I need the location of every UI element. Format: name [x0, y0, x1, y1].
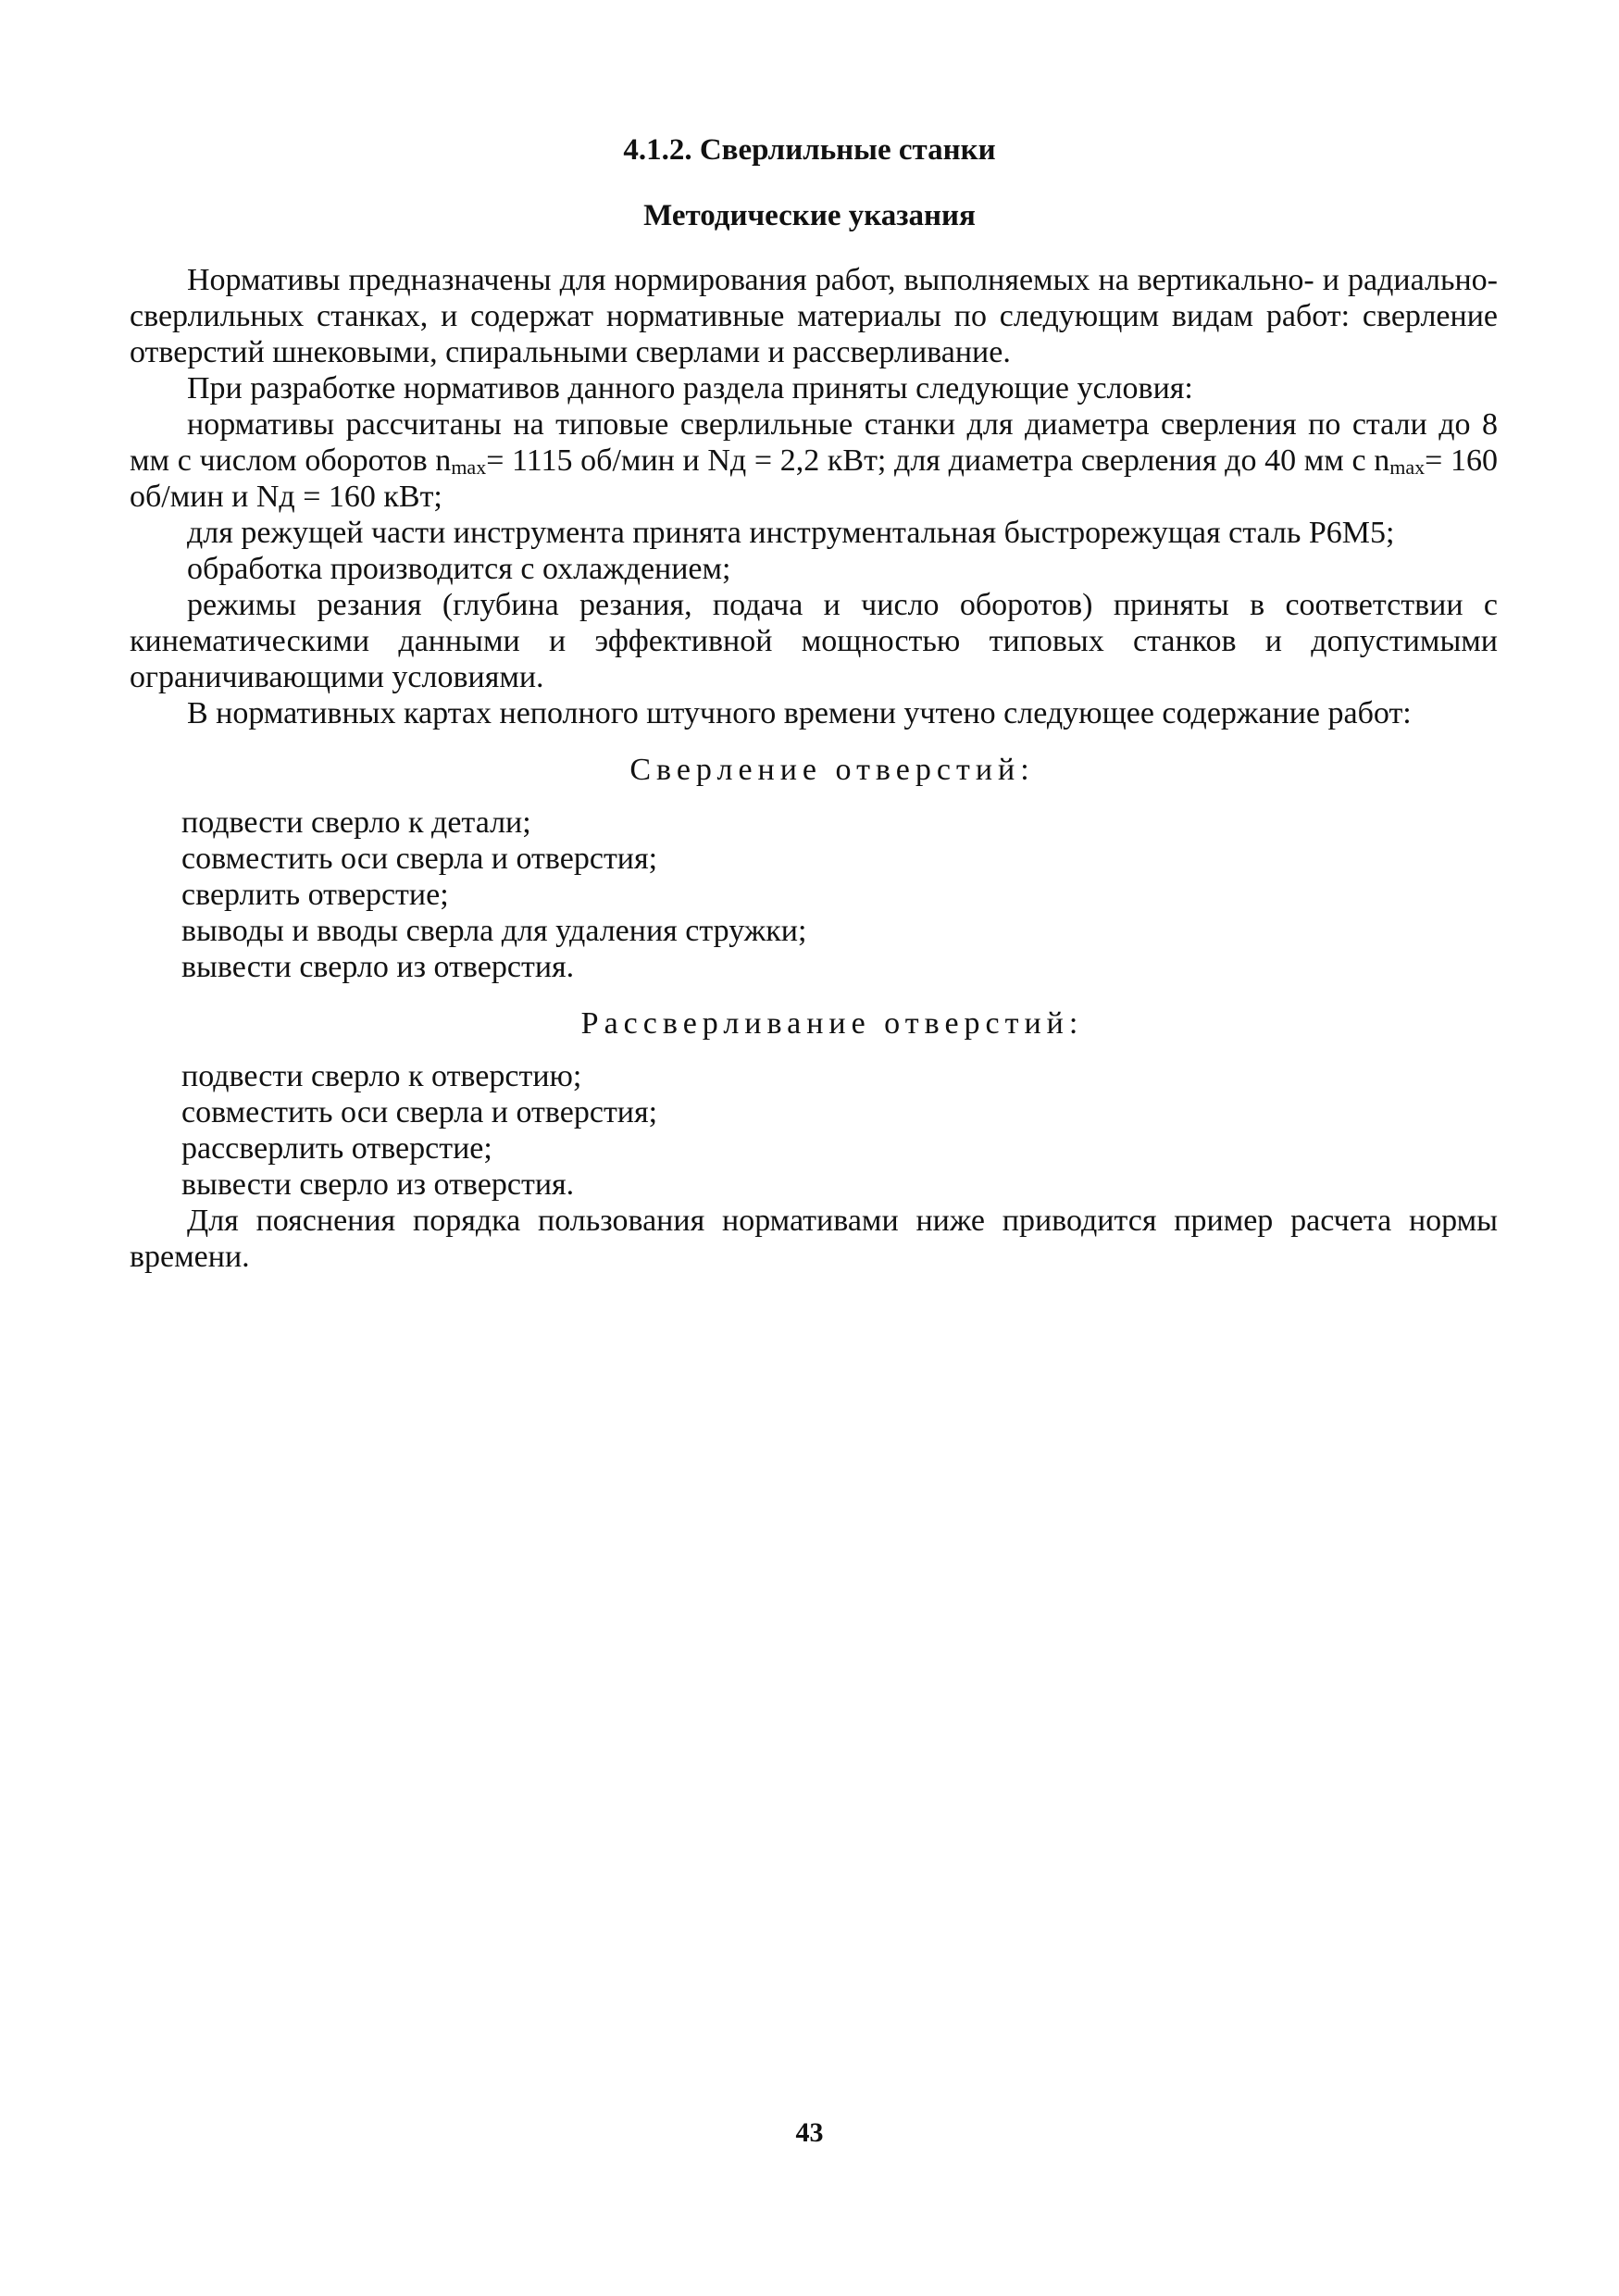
condition-modes: режимы резания (глубина резания, подача и число оборотов) приняты в соответствии с кинематическими данными и эффективной мощностью типовых станков и допустимыми ограничивающими условиями. — [130, 588, 1498, 694]
list-item: подвести сверло к детали; — [181, 805, 531, 840]
condition-machines-text-1: нормативы рассчитаны на типовые сверлильные станки для диаметра сверления по стали до 8 мм с числом оборотов n — [130, 407, 1498, 478]
nmax-subscript-2: max — [1389, 455, 1426, 479]
condition-machines-text-2: = 1115 об/мин и Nд = 2,2 кВт; для диаметра сверления до 40 мм с n — [486, 443, 1390, 478]
subtitle: Методические указания — [643, 199, 976, 232]
reaming-steps-list — [130, 1058, 1498, 1203]
list-item: совместить оси сверла и отверстия; — [181, 1095, 658, 1129]
list-item: сверлить отверстие; — [181, 878, 449, 912]
list-item: совместить оси сверла и отверстия; — [181, 842, 658, 876]
drilling-steps-list — [130, 805, 1498, 985]
list-item: выводы и вводы сверла для удаления стружки; — [181, 914, 807, 948]
condition-machines-text-3: = 160 об/мин и Nд = 160 кВт; — [130, 443, 1498, 514]
condition-machines — [130, 406, 1498, 515]
intro-paragraph: Нормативы предназначены для нормирования работ, выполняемых на вертикально- и радиально-сверлильных станках, и содержат нормативные материалы по следующим видам работ: сверление отверстий шнековыми, спиральными сверлами и рассверливание. — [130, 263, 1498, 369]
condition-cooling: обработка производится с охлаждением; — [187, 552, 731, 586]
conditions-intro: При разработке нормативов данного раздела приняты следующие условия: — [187, 371, 1193, 406]
list-item: вывести сверло из отверстия. — [181, 1167, 575, 1202]
section-title: 4.1.2. Сверлильные станки — [623, 133, 996, 167]
body-text — [130, 262, 1498, 1275]
list-item: подвести сверло к отверстию; — [181, 1059, 582, 1093]
list-item: рассверлить отверстие; — [181, 1131, 492, 1166]
nmax-subscript-1: max — [451, 455, 487, 479]
example-note-paragraph: Для пояснения порядка пользования нормативами ниже приводится пример расчета нормы времени. — [130, 1204, 1498, 1274]
condition-tool: для режущей части инструмента принята инструментальная быстрорежущая сталь Р6М5; — [187, 516, 1395, 550]
page-number: 43 — [795, 2117, 824, 2148]
list-item: вывести сверло из отверстия. — [181, 950, 575, 984]
work-content-intro: В нормативных картах неполного штучного времени учтено следующее содержание работ: — [187, 696, 1412, 730]
reaming-heading: Рассверливание отверстий: — [580, 1006, 1084, 1041]
drilling-heading: Сверление отверстий: — [629, 753, 1035, 787]
